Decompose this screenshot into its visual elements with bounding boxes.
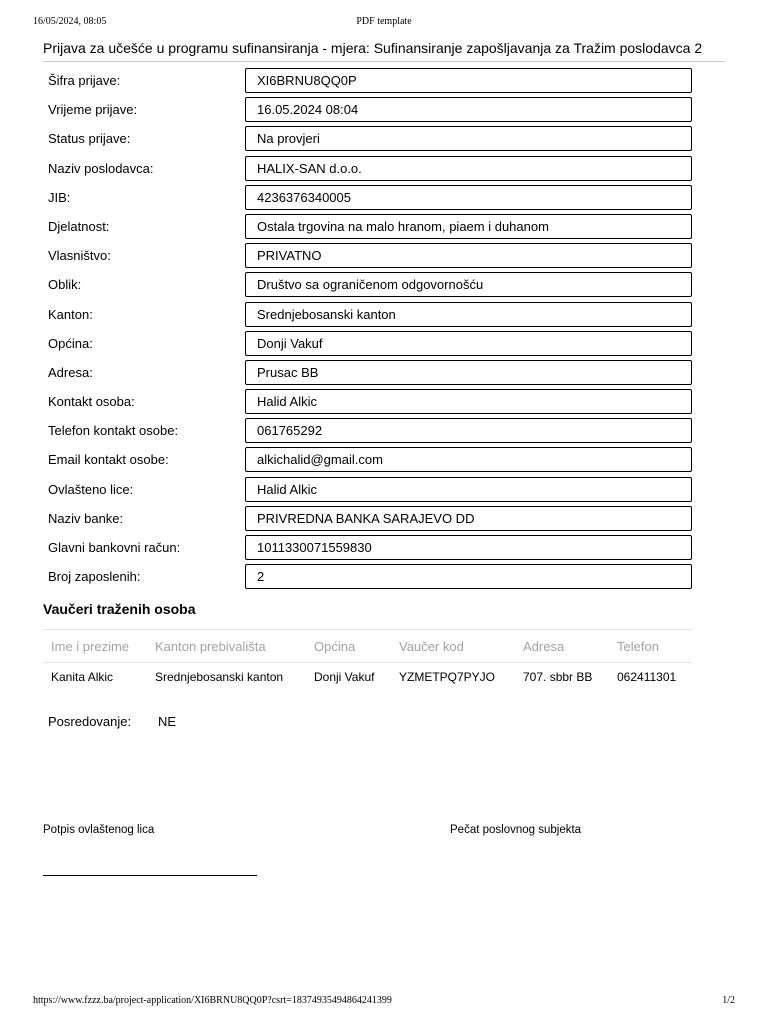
title-divider xyxy=(43,61,725,62)
posredovanje-value: NE xyxy=(158,714,177,729)
field-value: PRIVREDNA BANKA SARAJEVO DD xyxy=(245,506,692,531)
table-cell: 062411301 xyxy=(617,669,677,684)
field-row-naziv-poslodavca xyxy=(48,155,693,184)
field-value: Halid Alkic xyxy=(245,389,692,414)
field-label: Adresa: xyxy=(48,364,93,380)
column-header: Vaučer kod xyxy=(391,630,515,663)
field-label: Ovlašteno lice: xyxy=(48,481,134,497)
field-label: Telefon kontakt osobe: xyxy=(48,423,179,439)
field-value: alkichalid@gmail.com xyxy=(245,447,692,472)
vouchers-section-title: Vaučeri traženih osoba xyxy=(43,601,196,617)
field-label: Vlasništvo: xyxy=(48,248,111,264)
field-value: Halid Alkic xyxy=(245,477,692,502)
column-header: Adresa xyxy=(515,630,609,663)
table-cell: YZMETPQ7PYJO xyxy=(399,669,496,684)
field-row-oblik xyxy=(48,271,693,300)
field-value: Društvo sa ograničenom odgovornošću xyxy=(245,272,692,297)
table-cell: 707. sbbr BB xyxy=(523,669,593,684)
field-label: Naziv banke: xyxy=(48,510,124,526)
field-row-jib xyxy=(48,184,693,213)
posredovanje-label: Posredovanje: xyxy=(48,714,132,729)
field-value: Na provjeri xyxy=(245,126,692,151)
signature-line xyxy=(43,875,257,876)
field-value: XI6BRNU8QQ0P xyxy=(245,68,692,93)
column-header: Kanton prebivališta xyxy=(147,630,306,663)
field-row-kontakt-osoba xyxy=(48,388,693,417)
field-value: 2 xyxy=(245,564,692,589)
field-row-email xyxy=(48,446,693,475)
column-header: Općina xyxy=(306,630,391,663)
field-value: Ostala trgovina na malo hranom, piaem i duhanom xyxy=(245,214,692,239)
field-label: Kontakt osoba: xyxy=(48,394,135,410)
print-header xyxy=(33,16,735,30)
field-label: Kanton: xyxy=(48,306,93,322)
field-value: PRIVATNO xyxy=(245,243,692,268)
field-value: 1011330071559830 xyxy=(245,535,692,560)
posredovanje xyxy=(48,714,177,730)
column-header: Ime i prezime xyxy=(43,630,147,663)
field-row-kanton xyxy=(48,301,693,330)
field-label: Status prijave: xyxy=(48,131,131,147)
field-row-status xyxy=(48,125,693,154)
application-fields xyxy=(48,67,693,592)
field-label: Općina: xyxy=(48,335,93,351)
field-value: 16.05.2024 08:04 xyxy=(245,97,692,122)
signature-label: Potpis ovlaštenog lica xyxy=(43,824,155,836)
print-url: https://www.fzzz.ba/project-application/XI6BRNU8QQ0P?csrt=18374935494864241399 xyxy=(33,995,392,1006)
field-label: Šifra prijave: xyxy=(48,73,121,88)
field-label: JIB: xyxy=(48,189,71,205)
field-label: Vrijeme prijave: xyxy=(48,102,138,118)
field-value: Donji Vakuf xyxy=(245,331,692,356)
document-title: Prijava za učešće u programu sufinansiranja - mjera: Sufinansiranje zapošljavanja za Tražim poslodavca 2 xyxy=(43,40,703,56)
field-label: Broj zaposlenih: xyxy=(48,569,141,585)
field-value: 4236376340005 xyxy=(245,185,692,210)
vouchers-table xyxy=(43,629,692,691)
print-footer xyxy=(33,995,735,1009)
field-row-bankovni-racun xyxy=(48,534,693,563)
field-row-adresa xyxy=(48,359,693,388)
field-label: Naziv poslodavca: xyxy=(48,160,154,176)
field-row-ovlasteno-lice xyxy=(48,476,693,505)
field-row-sifra xyxy=(48,67,693,96)
field-row-vrijeme xyxy=(48,96,693,125)
page-number: 1/2 xyxy=(722,995,735,1006)
field-row-vlasnistvo xyxy=(48,242,693,271)
field-row-naziv-banke xyxy=(48,505,693,534)
field-value: Srednjebosanski kanton xyxy=(245,302,692,327)
field-value: HALIX-SAN d.o.o. xyxy=(245,156,692,181)
field-row-telefon xyxy=(48,417,693,446)
table-cell: Donji Vakuf xyxy=(314,669,375,684)
table-row xyxy=(43,663,692,691)
field-row-opcina xyxy=(48,330,693,359)
print-datetime: 16/05/2024, 08:05 xyxy=(33,16,107,27)
field-label: Oblik: xyxy=(48,277,82,293)
field-row-broj-zaposlenih xyxy=(48,563,693,592)
field-value: Prusac BB xyxy=(245,360,692,385)
stamp-label: Pečat poslovnog subjekta xyxy=(450,824,582,836)
table-cell: Kanita Alkic xyxy=(51,669,114,684)
print-title: PDF template xyxy=(356,16,412,27)
field-label: Glavni bankovni račun: xyxy=(48,540,181,555)
field-row-djelatnost xyxy=(48,213,693,242)
table-cell: Srednjebosanski kanton xyxy=(155,669,284,684)
field-label: Djelatnost: xyxy=(48,218,110,234)
column-header: Telefon xyxy=(609,630,692,663)
field-label: Email kontakt osobe: xyxy=(48,452,169,468)
field-value: 061765292 xyxy=(245,418,692,443)
table-header-row xyxy=(43,630,692,663)
